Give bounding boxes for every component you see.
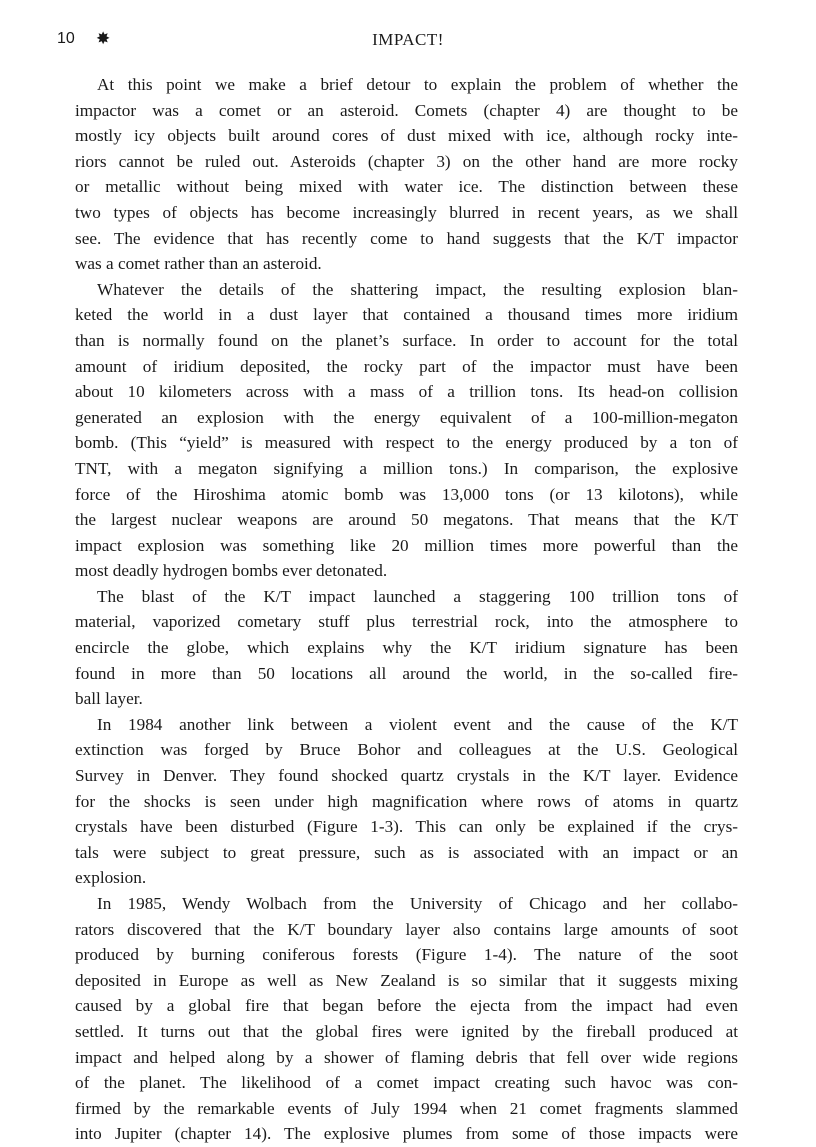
text-line: The blast of the K/T impact launched a staggering 100 trillion tons of — [97, 586, 738, 606]
text-line: see. The evidence that has recently come to hand suggests that the K/T impactor — [75, 228, 738, 248]
text-line: settled. It turns out that the global fires were ignited by the fireball produced at — [75, 1021, 738, 1041]
text-line: impact explosion was something like 20 million times more powerful than the — [75, 535, 738, 555]
text-line: amount of iridium deposited, the rocky part of the impactor must have been — [75, 356, 738, 376]
text-line: Survey in Denver. They found shocked quartz crystals in the K/T layer. Evidence — [75, 766, 738, 786]
text-line: ball layer. — [75, 689, 143, 709]
text-line: found in more than 50 locations all around the world, in the so-called fire- — [75, 663, 738, 683]
text-line: into Jupiter (chapter 14). The explosive plumes from some of those impacts were — [75, 1124, 738, 1144]
text-line: rators discovered that the K/T boundary layer also contains large amounts of soot — [75, 919, 738, 939]
page-number: 10 — [57, 30, 75, 47]
text-line: tals were subject to great pressure, such as is associated with an impact or an — [75, 842, 738, 862]
text-line: riors cannot be ruled out. Asteroids (chapter 3) on the other hand are more rocky — [75, 151, 738, 171]
text-line: caused by a global fire that began before the ejecta from the impact had even — [75, 996, 738, 1016]
text-line: TNT, with a megaton signifying a million tons.) In comparison, the explosive — [75, 458, 738, 478]
paragraph — [75, 891, 738, 1147]
text-line: was a comet rather than an asteroid. — [75, 254, 322, 274]
text-line: In 1984 another link between a violent event and the cause of the K/T — [97, 714, 738, 734]
text-line: deposited in Europe as well as New Zealand is so similar that it suggests mixing — [75, 970, 738, 990]
paragraph — [75, 584, 738, 712]
text-line: firmed by the remarkable events of July 1994 when 21 comet fragments slammed — [75, 1098, 738, 1118]
text-line: keted the world in a dust layer that contained a thousand times more iridium — [75, 305, 738, 325]
text-line: extinction was forged by Bruce Bohor and colleagues at the U.S. Geological — [75, 740, 738, 760]
text-line: of the planet. The likelihood of a comet impact creating such havoc was con- — [75, 1073, 738, 1093]
text-line: or metallic without being mixed with water ice. The distinction between these — [75, 177, 738, 197]
paragraph — [75, 712, 738, 891]
text-line: mostly icy objects built around cores of dust mixed with ice, although rocky inte- — [75, 126, 738, 146]
text-line: than is normally found on the planet’s surface. In order to account for the total — [75, 330, 738, 350]
text-line: produced by burning coniferous forests (Figure 1-4). The nature of the soot — [75, 945, 738, 965]
text-line: impact and helped along by a shower of flaming debris that fell over wide regions — [75, 1047, 738, 1067]
text-line: impactor was a comet or an asteroid. Comets (chapter 4) are thought to be — [75, 100, 738, 120]
text-line: most deadly hydrogen bombs ever detonated. — [75, 561, 388, 581]
text-line: crystals have been disturbed (Figure 1-3). This can only be explained if the crys- — [75, 817, 738, 837]
text-line: force of the Hiroshima atomic bomb was 13,000 tons (or 13 kilotons), while — [75, 484, 738, 504]
text-line: bomb. (This “yield” is measured with respect to the energy produced by a ton of — [75, 433, 738, 453]
text-line: material, vaporized cometary stuff plus terrestrial rock, into the atmosphere to — [75, 612, 738, 632]
body-text — [75, 72, 738, 1147]
text-line: Whatever the details of the shattering impact, the resulting explosion blan- — [97, 279, 738, 299]
running-title: IMPACT! — [372, 30, 444, 49]
paragraph — [75, 277, 738, 584]
text-line: In 1985, Wendy Wolbach from the University of Chicago and her collabo- — [97, 894, 738, 913]
text-line: explosion. — [75, 868, 147, 888]
text-line: generated an explosion with the energy equivalent of a 100-million-megaton — [75, 407, 738, 427]
star-ornament-icon: ✸ — [96, 29, 111, 48]
text-line: the largest nuclear weapons are around 50 megatons. That means that the K/T — [75, 510, 738, 530]
text-line: encircle the globe, which explains why the K/T iridium signature has been — [75, 638, 738, 658]
text-line: about 10 kilometers across with a mass of a trillion tons. Its head-on collision — [75, 382, 738, 402]
text-line: two types of objects has become increasingly blurred in recent years, as we shall — [75, 202, 738, 222]
text-line: for the shocks is seen under high magnification where rows of atoms in quartz — [75, 791, 738, 811]
text-line: At this point we make a brief detour to explain the problem of whether the — [97, 75, 738, 94]
running-header — [0, 30, 816, 54]
paragraph — [75, 72, 738, 277]
